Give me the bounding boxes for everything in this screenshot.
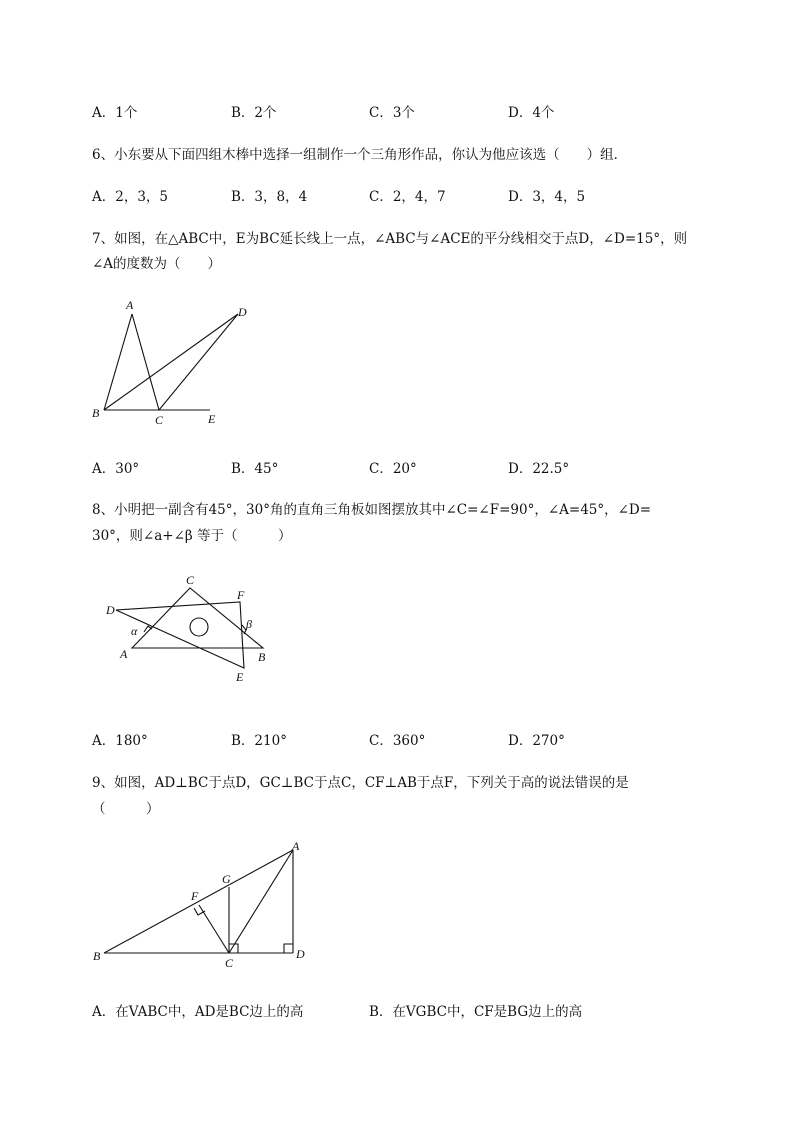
q5-option-d: D．4个: [508, 105, 555, 121]
q8-label-f: F: [237, 588, 245, 602]
q8-label-beta: β: [246, 617, 252, 631]
q8-label-d: D: [106, 603, 115, 617]
q8-label-c: C: [186, 573, 195, 587]
q9-segment-ac: [229, 850, 293, 953]
q7-label-a: A: [126, 298, 134, 312]
q7-option-b: B．45°: [231, 461, 279, 477]
q7-stem-line1: 7、如图，在△ABC中，E为BC延长线上一点，∠ABC与∠ACE的平分线相交于点D，∠D=15°，则: [92, 231, 688, 247]
q8-option-d: D．270°: [508, 733, 565, 749]
q7-label-e: E: [208, 412, 216, 426]
q8-option-a: A．180°: [92, 733, 148, 749]
q9-right-angle-f: [194, 908, 205, 915]
q6-option-a: A．2，3，5: [92, 189, 169, 205]
q9-option-a: A．在VABC中，AD是BC边上的高: [92, 1004, 304, 1020]
q6-option-b: B．3，8，4: [231, 189, 308, 205]
q9-label-f: F: [191, 889, 199, 903]
q7-label-d: D: [238, 305, 247, 319]
q9-stem-line2: （ ）: [92, 801, 160, 817]
q9-label-a: A: [292, 839, 300, 853]
q9-figure: [88, 838, 318, 973]
q5-option-c: C．3个: [369, 105, 415, 121]
q9-label-c: C: [225, 956, 234, 970]
q9-label-b: B: [93, 949, 101, 963]
q7-option-a: A．30°: [92, 461, 140, 477]
q8-label-b: B: [258, 650, 266, 664]
q8-circle-hole: [190, 618, 208, 636]
q8-label-e: E: [236, 670, 244, 684]
q8-stem-line1: 8、小明把一副含有45°，30°角的直角三角板如图摆放其中∠C=∠F=90°，∠A=45°，∠D=: [92, 502, 652, 518]
q8-label-a: A: [120, 647, 128, 661]
q8-option-c: C．360°: [369, 733, 426, 749]
q6-stem: 6、小东要从下面四组木棒中选择一组制作一个三角形作品，你认为他应该选（ ）组．: [92, 147, 628, 163]
q7-label-c: C: [155, 413, 164, 427]
q9-segment-ba: [104, 850, 293, 953]
q5-option-a: A．1个: [92, 105, 138, 121]
q9-right-angle-d: [284, 944, 293, 953]
q7-segment-ab: [104, 314, 132, 410]
q7-option-c: C．20°: [369, 461, 417, 477]
q5-option-b: B．2个: [231, 105, 277, 121]
q9-label-d: D: [296, 947, 305, 961]
q9-stem-line1: 9、如图，AD⊥BC于点D，GC⊥BC于点C，CF⊥AB于点F，下列关于高的说法错误的是: [92, 775, 629, 791]
q7-stem-line2: ∠A的度数为（ ）: [92, 256, 222, 272]
q7-label-b: B: [92, 406, 100, 420]
q6-option-d: D．3，4，5: [508, 189, 586, 205]
q8-option-b: B．210°: [231, 733, 287, 749]
q8-label-alpha: α: [131, 624, 138, 638]
q7-segment-ac: [132, 314, 159, 410]
q9-label-g: G: [222, 872, 231, 886]
q8-figure: [100, 570, 280, 690]
q7-option-d: D．22.5°: [508, 461, 570, 477]
q8-stem-line2: 30°，则∠a+∠β 等于（ ）: [92, 528, 292, 544]
q6-option-c: C．2，4，7: [369, 189, 446, 205]
q7-figure: [88, 296, 258, 431]
q9-option-b: B．在VGBC中，CF是BG边上的高: [369, 1004, 583, 1020]
